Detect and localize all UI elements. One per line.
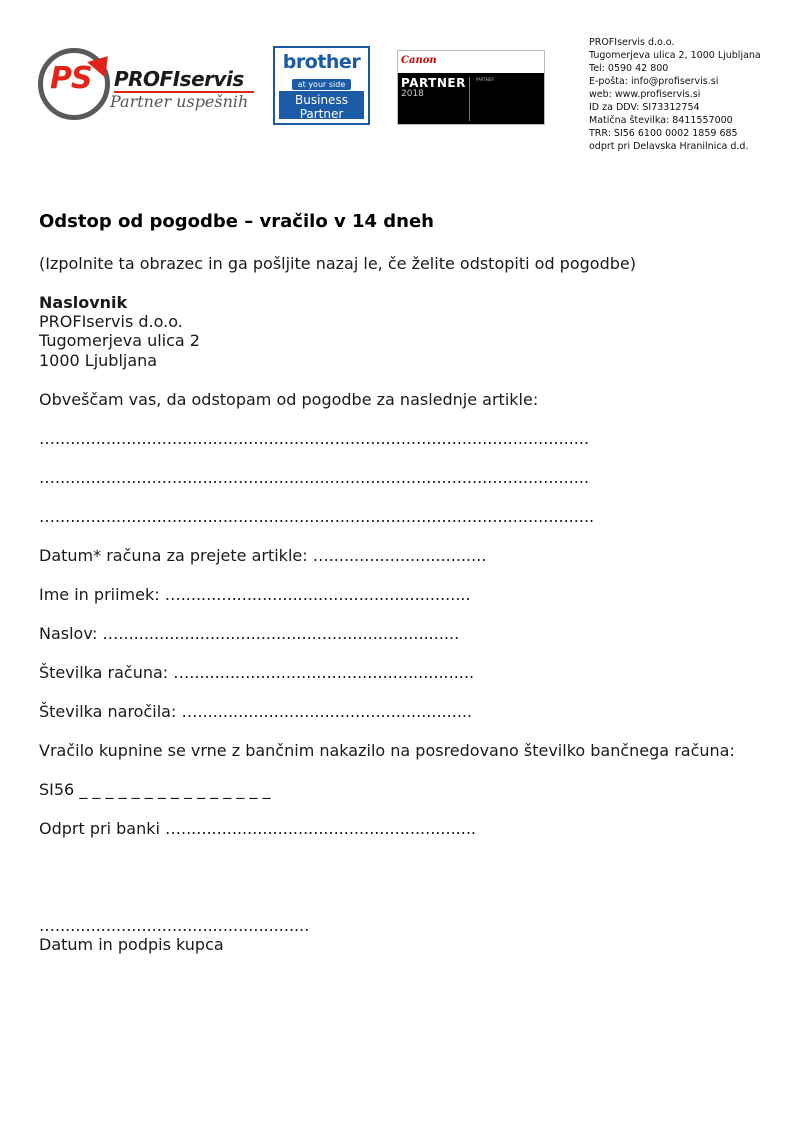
address-field[interactable]: Naslov: …................................................................... [39,624,460,643]
iban-field[interactable]: SI56 _ _ _ _ _ _ _ _ _ _ _ _ _ _ _ [39,780,271,799]
recipient-street: Tugomerjeva ulica 2 [39,331,200,350]
company-name: PROFIservis d.o.o. [589,37,675,48]
page-title: Odstop od pogodbe – vračilo v 14 dneh [39,211,434,232]
logo-tagline: Partner uspešnih [110,92,249,111]
canon-small-label: PARTNER [476,77,495,82]
full-name-field[interactable]: Ime in priimek: …......................................................... [39,585,471,604]
company-info [589,36,789,153]
company-address: Tugomerjeva ulica 2, 1000 Ljubljana [589,50,761,61]
recipient-company: PROFIservis d.o.o. [39,312,183,331]
canon-brand: Canon [401,55,437,66]
bank-field[interactable]: Odprt pri banki ….......................................................... [39,819,476,838]
company-vat-id: ID za DDV: SI73312754 [589,102,700,113]
brother-line-2: Partner [299,107,344,121]
withdrawal-notice: Obveščam vas, da odstopam od pogodbe za naslednje artikle: [39,390,539,409]
company-bank-account: TRR: SI56 6100 0002 1859 685 [589,128,738,139]
invoice-date-field[interactable]: Datum* računa za prejete artikle: …............................... [39,546,487,565]
brother-line-1: Business [295,93,348,107]
article-line-1[interactable]: …......................................................................................................... [39,429,590,448]
recipient-label: Naslovnik [39,293,128,312]
company-web: web: www.profiservis.si [589,89,701,100]
company-phone: Tel: 0590 42 800 [589,63,669,74]
canon-partner-logo [397,50,545,125]
logo-initials: PS [50,61,92,96]
canon-partner-label: PARTNER [401,76,466,90]
brother-partner-logo [273,46,370,125]
canon-year: 2018 [401,89,424,99]
article-line-3[interactable]: ….......................................................................................................... [39,507,595,526]
recipient-city: 1000 Ljubljana [39,351,158,370]
company-email: E-pošta: info@profiservis.si [589,76,719,87]
canon-divider [469,77,470,121]
invoice-number-field[interactable]: Številka računa: …........................................................ [39,663,475,682]
order-number-field[interactable]: Številka naročila: …...................................................... [39,702,473,721]
form-instruction: (Izpolnite ta obrazec in ga pošljite nazaj le, če želite odstopiti od pogodbe) [39,254,636,273]
company-registration-number: Matična številka: 8411557000 [589,115,733,126]
signature-line[interactable]: ….................................................. [39,916,310,935]
refund-text: Vračilo kupnine se vrne z bančnim nakazilo na posredovano številko bančnega računa: [39,741,735,760]
brother-brand: brother [282,51,361,73]
profiservis-logo [38,48,260,122]
article-line-2[interactable]: …......................................................................................................... [39,468,590,487]
brother-slogan: at your side [292,79,352,90]
signature-label: Datum in podpis kupca [39,935,224,954]
logo-company-name: PROFIservis [114,67,244,91]
company-bank: odprt pri Delavska Hranilnica d.d. [589,141,749,152]
